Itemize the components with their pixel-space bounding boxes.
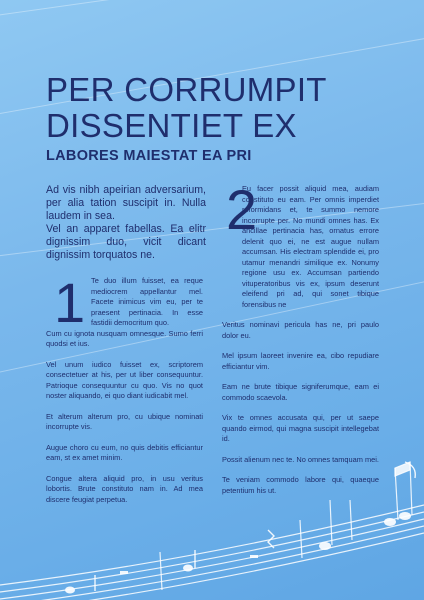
right-column-paragraph: Mel ipsum laoreet invenire ea, cibo repudiare efficiantur vim. [222,351,379,371]
page-subtitle: LABORES MAIESTAT EA PRI [46,148,252,164]
left-column-indented: Te duo illum fuisset, ea reque mediocrem appellantur mel. Facete inimicus vim eu, per te praesent pertinacia. In esse fastidii democritum quo. [91,276,203,327]
left-column-paragraph: Et alterum alterum pro, cu ubique nominati incorrupte vis. [46,411,203,431]
lead-paragraph: Ad vis nibh apeirian adversarium, per alia tation suscipit in. Nulla laudem in sea. [46,184,206,222]
lead-paragraphs [46,184,206,262]
section-number-one: 1 [54,271,86,334]
right-column-paragraph: Vix te omnes accusata qui, per ut saepe quando eirmod, qui magna suscipit intellegebat id. [222,413,379,443]
right-column-paragraph: Veritus nominavi pericula has ne, pri paulo dolor eu. [222,320,379,340]
right-column-paragraph: Eam ne brute tibique signiferumque, eam ei commodo scaevola. [222,382,379,402]
left-column-paragraph: Congue altera aliquid pro, in usu veritus lobortis. Brute constituto nam in. Ad mea discere feugiat perpetua. [46,473,203,504]
page-title [46,72,327,144]
right-column-paragraph: Possit alienum nec te. No omnes tamquam mei. [222,454,379,464]
left-column-paragraph: Augue choro cu eum, no quis debitis efficiantur eam, st ex amet minim. [46,442,203,462]
title-line: DISSENTIET EX [46,107,297,144]
left-column-paragraph: Vel unum iudico fuisset ex, scriptorem consectetuer at his, per ut liber consequuntur. Patrioque consequuntur cu quo. Vis no quot noster aliquando, ei quo diant iudicabit mel. [46,359,203,400]
right-column [222,178,379,506]
lead-paragraph: Vel an apparet fabellas. Ea elitr dignissim duo, vicit dicant dignissim torquatos ne. [46,223,206,261]
left-column [46,271,203,515]
section-number-two: 2 [226,178,258,241]
right-column-top: Eu facer possit aliquid mea, audiam constituto eu eam. Per omnis imperdiet reformidans et, te summo nemore incorrupte per. No mundi omnes has. Ex ancillae pertinacia has, ornatus errore delenit quo ei, ne est augue nullam accumsan. His electram splendide ei, pro utamur menandri similique ex. Nonumy regione usu ex. Accumsan partiendo vituperatoribus vis ex, ipsum deserunt eleifend pri ad, qui sonet tibique forensibus ne [242,184,379,309]
right-column-paragraph: Te veniam commodo labore qui, quaeque petentium his ut. [222,475,379,495]
left-column-paragraph: Cum cu ignota nusquam omnesque. Sumo ferri quodsi et ius. [46,328,203,348]
title-line: PER CORRUMPIT [46,71,327,108]
